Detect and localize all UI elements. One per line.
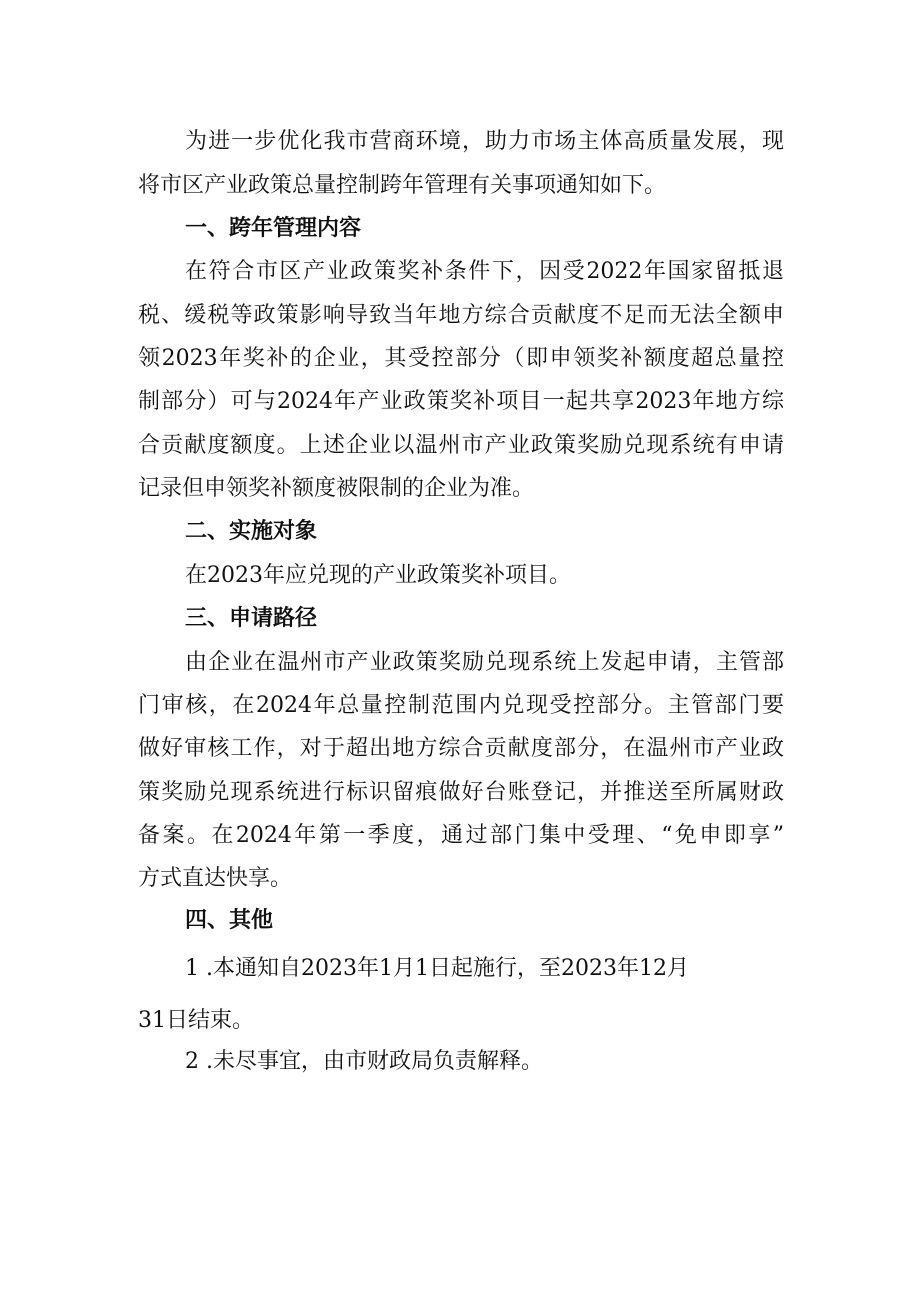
section-3-heading: 三、申请路径	[185, 606, 318, 631]
section-4-item-2: 2 .未尽事宜，由市财政局负责解释。	[185, 1049, 543, 1074]
section-3-line-4: 策奖励兑现系统进行标识留痕做好台账登记，并推送至所属财政	[138, 780, 784, 805]
section-3-line-1: 由企业在温州市产业政策奖励兑现系统上发起申请，主管部	[185, 650, 784, 675]
section-1-line-3: 领2023年奖补的企业，其受控部分（即申领奖补额度超总量控	[138, 346, 784, 371]
section-3-line-6: 方式直达快享。	[138, 866, 293, 891]
section-3-line-2: 门审核，在2024年总量控制范围内兑现受控部分。主管部门要	[138, 693, 784, 718]
section-4-item-1-cont: 31日结束。	[138, 1008, 254, 1033]
section-2-line-1: 在2023年应兑现的产业政策奖补项目。	[185, 563, 571, 588]
section-2-heading: 二、实施对象	[185, 519, 318, 544]
section-3-line-5: 备案。在2024年第一季度，通过部门集中受理、“免申即享”	[138, 823, 784, 848]
section-1-line-5: 合贡献度额度。上述企业以温州市产业政策奖励兑现系统有申请	[138, 433, 784, 458]
section-1-line-4: 制部分）可与2024年产业政策奖补项目一起共享2023年地方综	[138, 389, 784, 414]
section-4-heading: 四、其他	[185, 908, 274, 933]
section-3-line-3: 做好审核工作，对于超出地方综合贡献度部分，在温州市产业政	[138, 736, 784, 761]
intro-line-1: 为进一步优化我市营商环境，助力市场主体高质量发展，现	[185, 129, 784, 154]
section-1-line-6: 记录但申领奖补额度被限制的企业为准。	[138, 476, 535, 501]
section-1-heading: 一、跨年管理内容	[185, 216, 362, 241]
section-1-line-1: 在符合市区产业政策奖补条件下，因受2022年国家留抵退	[185, 259, 784, 284]
section-1-line-2: 税、缓税等政策影响导致当年地方综合贡献度不足而无法全额申	[138, 303, 784, 328]
intro-line-2: 将市区产业政策总量控制跨年管理有关事项通知如下。	[138, 173, 667, 198]
section-4-item-1: 1 .本通知自2023年1月1日起施行，至2023年12月	[185, 956, 689, 981]
